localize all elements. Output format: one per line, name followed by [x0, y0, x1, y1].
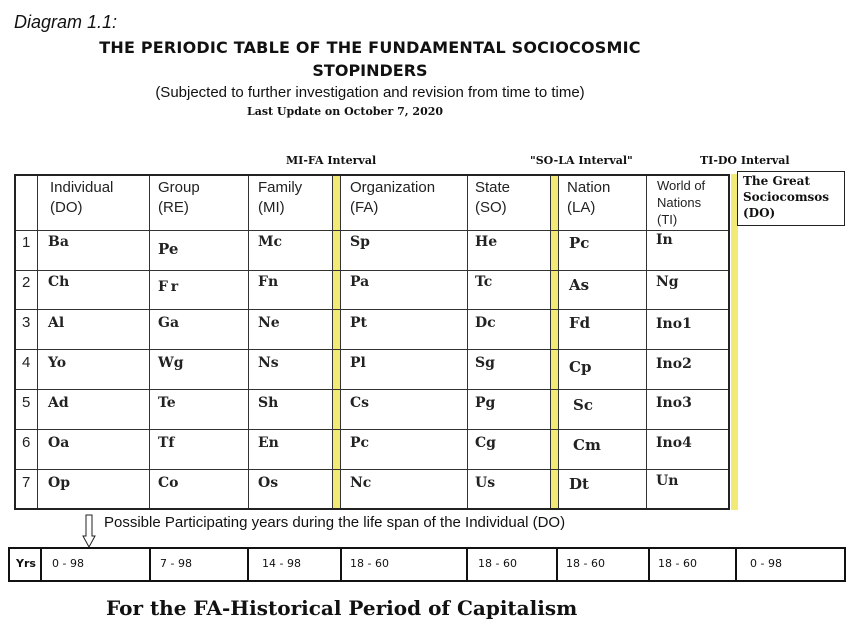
diagram-label: Diagram 1.1:	[14, 12, 118, 32]
column-header-individual: Individual (DO)	[50, 179, 114, 216]
stopinder-cell: Pc	[350, 435, 370, 451]
stopinder-cell: Sp	[350, 234, 370, 250]
stopinder-cell: Op	[48, 475, 70, 491]
column-divider	[550, 176, 551, 508]
page-title-line2: STOPINDERS	[312, 61, 428, 80]
stopinder-cell: Tf	[158, 435, 175, 451]
stopinder-cell: Un	[656, 473, 679, 489]
stopinder-cell: Te	[158, 395, 176, 411]
stopinder-cell: In	[656, 232, 673, 248]
years-value: 18 - 60	[350, 557, 389, 570]
stopinder-cell: Nc	[350, 475, 372, 491]
years-value: 18 - 60	[478, 557, 517, 570]
stopinder-cell: Sc	[573, 396, 593, 414]
years-value: 18 - 60	[658, 557, 697, 570]
stopinder-cell: Pe	[158, 240, 179, 258]
stopinder-cell: Oa	[48, 435, 70, 451]
stopinder-cell: Ga	[158, 315, 180, 331]
stopinder-cell: Us	[475, 475, 496, 491]
stopinder-cell: Ne	[258, 315, 280, 331]
column-header-world-of-nations: World of Nations (TI)	[657, 178, 706, 227]
column-divider	[37, 176, 38, 508]
stopinder-cell: Pl	[350, 355, 366, 371]
column-header-organization: Organization (FA)	[350, 179, 436, 216]
stopinder-cell: Ba	[48, 234, 69, 250]
years-divider	[466, 549, 468, 580]
years-divider	[149, 549, 151, 580]
row-number: 5	[22, 394, 31, 411]
stopinder-cell: Ng	[656, 274, 679, 290]
great-sociocosmos-line3: (DO)	[743, 206, 776, 220]
stopinder-cell: Ino3	[656, 395, 692, 411]
stopinder-cell: Ch	[48, 274, 70, 290]
down-arrow-icon	[82, 514, 96, 548]
so-la-interval-label: "SO-LA Interval"	[530, 154, 633, 167]
stopinder-cell: Tc	[475, 274, 493, 290]
row-number: 1	[22, 234, 31, 251]
row-divider	[16, 309, 728, 310]
stopinder-cell: Ino4	[656, 435, 692, 451]
great-sociocosmos-line1: The Great	[743, 174, 810, 188]
mi-fa-interval-label: MI-FA Interval	[286, 154, 377, 167]
column-divider	[332, 176, 333, 508]
column-divider	[558, 176, 559, 508]
stopinder-cell: Cs	[350, 395, 370, 411]
stopinder-cell: Mc	[258, 234, 283, 250]
years-divider	[735, 549, 737, 580]
column-header-family: Family (MI)	[258, 179, 303, 216]
years-table	[8, 547, 846, 582]
years-value: 0 - 98	[52, 557, 84, 570]
stopinder-cell: Fn	[258, 274, 279, 290]
subtitle: (Subjected to further investigation and revision from time to time)	[155, 84, 585, 101]
stopinder-cell: Cm	[573, 436, 601, 454]
years-divider	[556, 549, 558, 580]
row-divider	[16, 389, 728, 390]
row-divider	[16, 230, 728, 231]
stopinder-cell: Yo	[48, 355, 67, 371]
column-divider	[467, 176, 468, 508]
stopinder-cell: En	[258, 435, 279, 451]
stopinder-cell: Al	[48, 315, 65, 331]
stopinder-cell: Co	[158, 475, 179, 491]
years-divider	[340, 549, 342, 580]
row-divider	[16, 469, 728, 470]
row-divider	[16, 270, 728, 271]
stopinder-cell: Ns	[258, 355, 279, 371]
stopinder-cell: Ino2	[656, 356, 692, 372]
column-divider	[149, 176, 150, 508]
column-header-group: Group (RE)	[158, 179, 200, 216]
last-update: Last Update on October 7, 2020	[246, 105, 444, 118]
stopinder-cell: Cp	[569, 358, 592, 376]
stopinder-cell: Wg	[158, 355, 184, 371]
years-divider	[247, 549, 249, 580]
row-number: 7	[22, 474, 31, 491]
possible-years-note: Possible Participating years during the life span of the Individual (DO)	[104, 514, 566, 531]
row-divider	[16, 349, 728, 350]
years-value: 14 - 98	[262, 557, 301, 570]
column-divider	[646, 176, 647, 508]
page-title: THE PERIODIC TABLE OF THE FUNDAMENTAL SOCIOCOSMIC	[99, 38, 641, 57]
stopinder-cell: Os	[258, 475, 279, 491]
row-number: 4	[22, 354, 31, 371]
stopinder-cell: Sg	[475, 355, 495, 371]
ti-do-interval-label: TI-DO Interval	[700, 154, 790, 167]
stopinder-cell: Dt	[569, 475, 589, 493]
years-value: 7 - 98	[160, 557, 192, 570]
years-label: Yrs	[16, 557, 36, 570]
row-number: 3	[22, 314, 31, 331]
stopinder-cell: Sh	[258, 395, 279, 411]
years-value: 18 - 60	[566, 557, 605, 570]
years-divider	[40, 549, 42, 580]
footer-caption: For the FA-Historical Period of Capitalism	[106, 596, 578, 620]
mi-fa-interval-band	[333, 176, 340, 508]
great-sociocosmos-box	[737, 171, 845, 226]
column-header-nation: Nation (LA)	[567, 179, 611, 216]
stopinder-cell: As	[569, 276, 590, 294]
row-number: 6	[22, 434, 31, 451]
column-header-state: State (SO)	[475, 179, 511, 216]
periodic-table	[14, 174, 730, 510]
so-la-interval-band	[551, 176, 558, 508]
stopinder-cell: Pg	[475, 395, 496, 411]
column-divider	[340, 176, 341, 508]
stopinder-cell: Fr	[158, 279, 182, 295]
stopinder-cell: Cg	[475, 435, 496, 451]
stopinder-cell: He	[475, 234, 498, 250]
stopinder-cell: Dc	[475, 315, 496, 331]
stopinder-cell: Pc	[569, 234, 590, 252]
row-divider	[16, 429, 728, 430]
great-sociocosmos-line2: Sociocomsos	[743, 190, 830, 204]
stopinder-cell: Pa	[350, 274, 370, 290]
stopinder-cell: Fd	[569, 314, 591, 332]
column-divider	[248, 176, 249, 508]
years-divider	[648, 549, 650, 580]
years-value: 0 - 98	[750, 557, 782, 570]
stopinder-cell: Ad	[48, 395, 69, 411]
row-number: 2	[22, 274, 31, 291]
stopinder-cell: Pt	[350, 315, 367, 331]
stopinder-cell: Ino1	[656, 316, 692, 332]
